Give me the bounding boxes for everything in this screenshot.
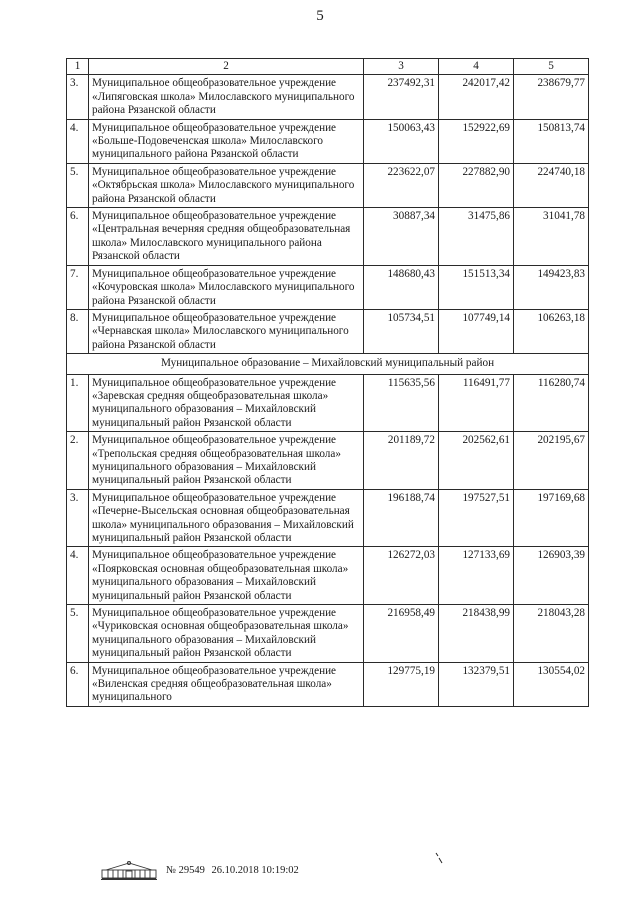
registration-number: № 29549 [166,864,205,876]
value-col-4: 127133,69 [439,547,514,605]
table-row [67,163,589,207]
value-col-3: 105734,51 [364,309,439,353]
value-col-3: 237492,31 [364,75,439,119]
value-col-4: 31475,86 [439,208,514,266]
institution-name: Муниципальное общеобразовательное учреждение «Заревская средняя общеобразовательная школа» муниципального образования – Михайловский муниципальный район Рязанской области [89,374,364,432]
row-number: 2. [67,432,89,490]
row-number: 3. [67,75,89,119]
section-title: Муниципальное образование – Михайловский муниципальный район [67,354,589,374]
value-col-3: 115635,56 [364,374,439,432]
row-number: 1. [67,374,89,432]
value-col-3: 129775,19 [364,662,439,706]
header-col-2: 2 [89,59,364,75]
institution-name: Муниципальное общеобразовательное учреждение «Чуриковская основная общеобразовательная школа» муниципального образования – Михайловский муниципальный район Рязанской области [89,605,364,663]
value-col-3: 201189,72 [364,432,439,490]
allocation-table-body [67,59,589,707]
value-col-4: 227882,90 [439,163,514,207]
institution-name: Муниципальное общеобразовательное учреждение «Кочуровская школа» Милославского муниципального района Рязанской области [89,265,364,309]
table-row [67,605,589,663]
value-col-4: 116491,77 [439,374,514,432]
row-number: 6. [67,208,89,266]
institution-name: Муниципальное общеобразовательное учреждение «Больше-Подовеченская школа» Милославского муниципального района Рязанской области [89,119,364,163]
header-col-1: 1 [67,59,89,75]
institution-name: Муниципальное общеобразовательное учреждение «Трепольская средняя общеобразовательная школа» муниципального образования – Михайловский муниципальный район Рязанской области [89,432,364,490]
value-col-5: 197169,68 [514,489,589,547]
section-row [67,354,589,374]
registration-footer [100,858,299,882]
institution-name: Муниципальное общеобразовательное учреждение «Октябрьская школа» Милославского муниципального района Рязанской области [89,163,364,207]
row-number: 3. [67,489,89,547]
registration-stamp [166,865,299,876]
value-col-4: 107749,14 [439,309,514,353]
value-col-3: 150063,43 [364,119,439,163]
value-col-4: 132379,51 [439,662,514,706]
institution-name: Муниципальное общеобразовательное учреждение «Печерне-Высельская основная общеобразовательная школа» муниципального образования – Михайловский муниципальный район Рязанской области [89,489,364,547]
allocation-table [66,58,589,707]
institution-name: Муниципальное общеобразовательное учреждение «Чернавская школа» Милославского муниципального района Рязанской области [89,309,364,353]
value-col-4: 152922,69 [439,119,514,163]
table-row [67,547,589,605]
value-col-5: 238679,77 [514,75,589,119]
value-col-5: 150813,74 [514,119,589,163]
institution-name: Муниципальное общеобразовательное учреждение «Центральная вечерняя средняя общеобразовательная школа» Милославского муниципального района Рязанской области [89,208,364,266]
row-number: 6. [67,662,89,706]
value-col-3: 196188,74 [364,489,439,547]
value-col-5: 106263,18 [514,309,589,353]
header-col-3: 3 [364,59,439,75]
table-row [67,75,589,119]
table-row [67,432,589,490]
value-col-5: 130554,02 [514,662,589,706]
table-row [67,489,589,547]
value-col-5: 224740,18 [514,163,589,207]
table-row [67,374,589,432]
value-col-3: 216958,49 [364,605,439,663]
row-number: 4. [67,119,89,163]
value-col-5: 218043,28 [514,605,589,663]
header-col-4: 4 [439,59,514,75]
government-building-emblem-icon [100,859,158,881]
registration-datetime: 26.10.2018 10:19:02 [211,864,299,876]
value-col-4: 151513,34 [439,265,514,309]
row-number: 4. [67,547,89,605]
header-col-5: 5 [514,59,589,75]
value-col-5: 126903,39 [514,547,589,605]
value-col-5: 202195,67 [514,432,589,490]
value-col-5: 116280,74 [514,374,589,432]
value-col-5: 31041,78 [514,208,589,266]
row-number: 5. [67,163,89,207]
table-row [67,309,589,353]
row-number: 8. [67,309,89,353]
value-col-3: 223622,07 [364,163,439,207]
value-col-3: 148680,43 [364,265,439,309]
value-col-3: 126272,03 [364,547,439,605]
value-col-3: 30887,34 [364,208,439,266]
row-number: 7. [67,265,89,309]
institution-name: Муниципальное общеобразовательное учреждение «Виленская средняя общеобразовательная школа» муниципального [89,662,364,706]
value-col-4: 242017,42 [439,75,514,119]
value-col-4: 197527,51 [439,489,514,547]
institution-name: Муниципальное общеобразовательное учреждение «Липяговская школа» Милославского муниципального района Рязанской области [89,75,364,119]
row-number: 5. [67,605,89,663]
table-header-row [67,59,589,75]
table-row [67,265,589,309]
table-row [67,208,589,266]
institution-name: Муниципальное общеобразовательное учреждение «Поярковская основная общеобразовательная школа» муниципального образования – Михайловский муниципальный район Рязанской области [89,547,364,605]
value-col-4: 218438,99 [439,605,514,663]
value-col-4: 202562,61 [439,432,514,490]
table-row [67,119,589,163]
table-row [67,662,589,706]
value-col-5: 149423,83 [514,265,589,309]
stray-pen-mark [434,852,444,864]
page-number: 5 [316,8,324,24]
